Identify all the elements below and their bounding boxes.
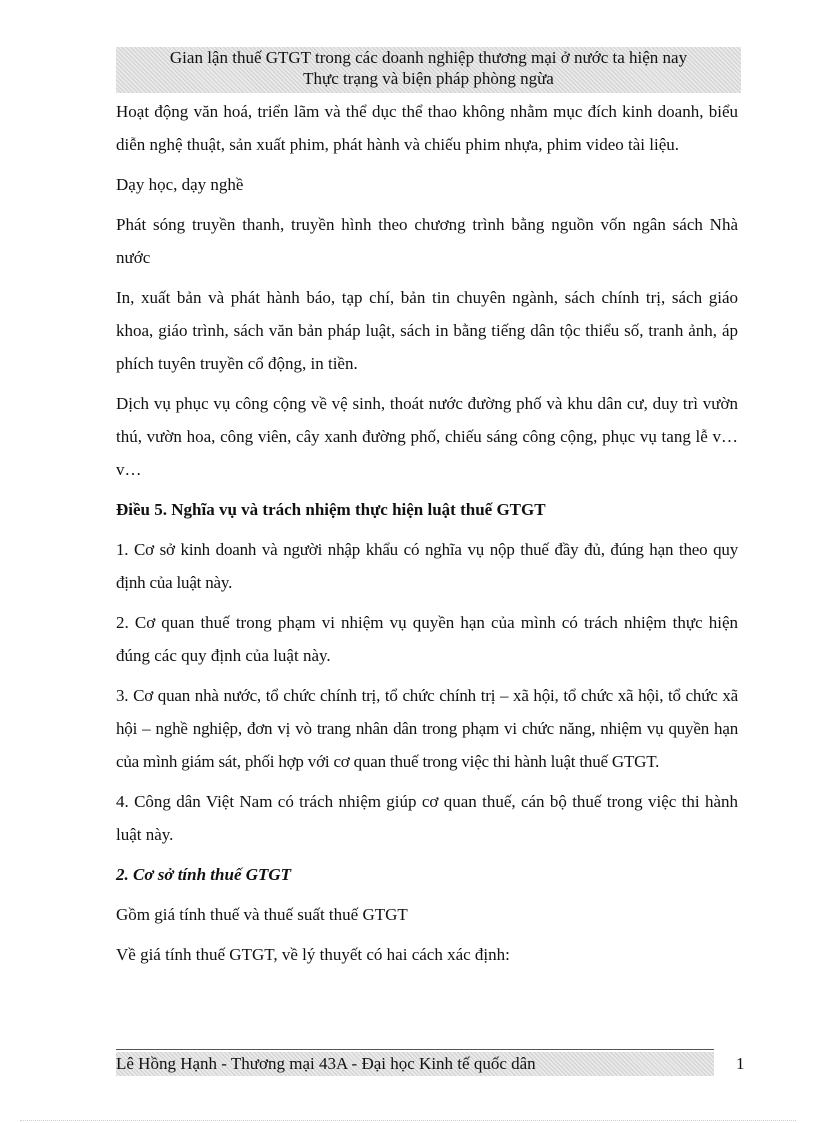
article-5-heading: Điều 5. Nghĩa vụ và trách nhiệm thực hiện luật thuế GTGT — [116, 500, 546, 519]
page-number: 1 — [736, 1054, 745, 1073]
article-5-item-2: 2. Cơ quan thuế trong phạm vi nhiệm vụ quyền hạn của mình có trách nhiệm thực hiện đúng các quy định của luật này. — [116, 613, 738, 665]
paragraph-broadcast-exemption: Phát sóng truyền thanh, truyền hình theo chương trình bằng nguồn vốn ngân sách Nhà nước — [116, 215, 738, 267]
document-body — [116, 95, 738, 978]
article-5-item-1: 1. Cơ sở kinh doanh và người nhập khẩu có nghĩa vụ nộp thuế đầy đủ, đúng hạn theo quy định của luật này. — [116, 540, 738, 592]
paragraph-teaching-exemption: Dạy học, dạy nghề — [116, 175, 244, 194]
article-5-item-4: 4. Công dân Việt Nam có trách nhiệm giúp cơ quan thuế, cán bộ thuế trong việc thi hành luật này. — [116, 792, 738, 844]
paragraph-tax-price: Về giá tính thuế GTGT, về lý thuyết có hai cách xác định: — [116, 945, 510, 964]
paragraph-public-services-exemption: Dịch vụ phục vụ công cộng về vệ sinh, thoát nước đường phố và khu dân cư, duy trì vườn thú, vườn hoa, công viên, cây xanh đường phố, chiếu sáng công cộng, phục vụ tang lễ v…v… — [116, 394, 738, 479]
paragraph-tax-basis: Gồm giá tính thuế và thuế suất thuế GTGT — [116, 905, 408, 924]
running-header — [116, 47, 741, 93]
footer-author: Lê Hồng Hạnh - Thương mại 43A - Đại học Kinh tế quốc dân — [116, 1052, 714, 1076]
paragraph-publishing-exemption: In, xuất bản và phát hành báo, tạp chí, bản tin chuyên ngành, sách chính trị, sách giáo khoa, giáo trình, sách văn bản pháp luật, sách in bằng tiếng dân tộc thiểu số, tranh ảnh, áp phích tuyên truyền cổ động, in tiền. — [116, 288, 738, 373]
footer-divider — [116, 1049, 714, 1050]
header-title-line-1: Gian lận thuế GTGT trong các doanh nghiệp thương mại ở nước ta hiện nay — [169, 48, 688, 67]
section-2-heading: 2. Cơ sở tính thuế GTGT — [116, 865, 292, 884]
header-title-line-2: Thực trạng và biện pháp phòng ngừa — [303, 69, 554, 88]
article-5-item-3: 3. Cơ quan nhà nước, tổ chức chính trị, tổ chức chính trị – xã hội, tổ chức xã hội, tổ chức xã hội – nghề nghiệp, đơn vị vò trang nhân dân trong phạm vi chức năng, nhiệm vụ quyền hạn của mình giám sát, phối hợp với cơ quan thuế trong việc thi hành luật thuế GTGT. — [116, 686, 738, 771]
paragraph-culture-exemption: Hoạt động văn hoá, triển lãm và thể dục thể thao không nhằm mục đích kinh doanh, biểu diễn nghệ thuật, sản xuất phim, phát hành và chiếu phim nhựa, phim video tài liệu. — [116, 102, 738, 154]
page-bottom-edge — [20, 1120, 796, 1121]
